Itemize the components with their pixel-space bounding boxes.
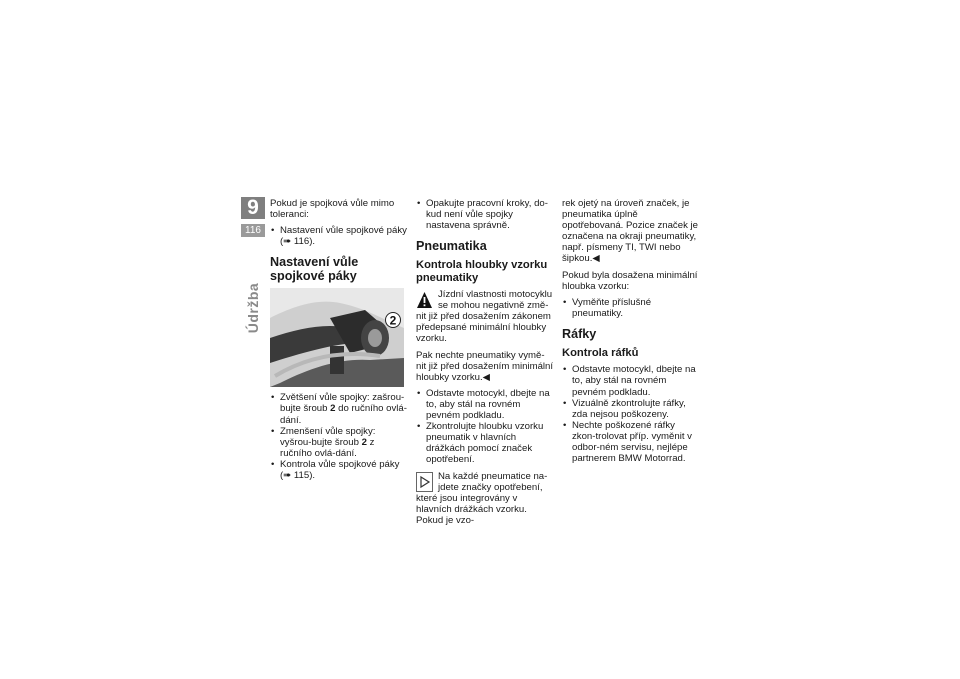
clutch-lever-photo xyxy=(270,288,404,387)
list-item: • Vizuálně zkontrolujte ráfky, zda nejsou poškozeny. xyxy=(562,398,700,420)
chapter-number-badge: 9 xyxy=(241,197,265,219)
item-text: Zvětšení vůle spojky: zašrou-bujte šroub xyxy=(280,392,405,415)
list-item: • Nechte poškozené ráfky zkon-trolovat příp. vyměnit v odbor-ném servisu, nejlépe partnerem BMW Motorrad. xyxy=(562,420,700,464)
note-block xyxy=(416,471,554,526)
list-item: • Odstavte motocykl, dbejte na to, aby stál na rovném pevném podkladu. xyxy=(562,364,700,397)
section-heading: Ráfky xyxy=(562,326,597,341)
list-item: • Vyměňte příslušné pneumatiky. xyxy=(562,297,700,319)
warning-text: Jízdní vlastnosti motocyklu se mohou negativně změ-nit již před dosažením zákonem předepsané minimální hloubky vzorku. xyxy=(416,289,553,345)
photo-callout-label: 2 xyxy=(389,313,397,328)
item-text: z ručního ovlá-dání. xyxy=(280,436,375,459)
item-text: do ručního ovlá-dání. xyxy=(280,403,407,426)
list-item: • Zkontrolujte hloubku vzorku pneumatik v hlavních drážkách pomocí značek opotřebení. xyxy=(416,421,554,465)
warning-block xyxy=(416,289,554,383)
callout-ref: 2 xyxy=(330,403,336,415)
section-heading: Nastavení vůle spojkové páky xyxy=(270,255,359,284)
paragraph: rek ojetý na úroveň značek, je pneumatika úplně opotřebovaná. Pozice značek je označena na okraji pneumatiky, např. písmeny TI, TWI nebo šipkou.◀ xyxy=(562,198,698,265)
item-text: Zmenšení vůle spojky: vyšrou-bujte šroub xyxy=(280,425,376,448)
intro-list xyxy=(270,225,408,247)
instruction-list xyxy=(270,392,408,481)
paragraph: Pokud byla dosažena minimální hloubka vzorku: xyxy=(562,269,698,292)
warning-text: Pak nechte pneumatiky vymě-nit již před dosažením minimální hloubky vzorku.◀ xyxy=(416,349,554,383)
list-item xyxy=(270,426,408,459)
column-1 xyxy=(270,198,408,486)
instruction-list xyxy=(562,297,700,319)
list-item xyxy=(270,459,408,481)
subsection-heading: Kontrola hloubky vzorku pneumatiky xyxy=(416,259,548,284)
list-item: • Nastavení vůle spojkové páky (➠ 116). xyxy=(270,225,408,247)
list-item: • Odstavte motocykl, dbejte na to, aby stál na rovném pevném podkladu. xyxy=(416,388,554,421)
callout-ref: 2 xyxy=(361,436,367,448)
item-text: Kontrola vůle spojkové páky (➠ 115). xyxy=(280,458,400,482)
note-icon xyxy=(416,472,433,492)
instruction-list xyxy=(562,364,700,464)
note-text: Na každé pneumatice na-jdete značky opotřebení, které jsou integrovány v hlavních drážkách vzorku. Pokud je vzo- xyxy=(416,470,548,526)
page-number: 116 xyxy=(241,224,265,237)
column-2 xyxy=(416,198,554,531)
section-heading: Pneumatika xyxy=(416,239,487,254)
subsection-heading: Kontrola ráfků xyxy=(562,346,639,359)
instruction-list xyxy=(416,388,554,466)
intro-text: Pokud je spojková vůle mimo toleranci: xyxy=(270,198,395,221)
chapter-title: Údržba xyxy=(245,282,261,334)
list-item: • Opakujte pracovní kroky, do-kud není vůle spojky nastavena správně. xyxy=(416,198,554,231)
top-list xyxy=(416,198,554,231)
warning-icon xyxy=(416,290,433,310)
list-item xyxy=(270,392,408,425)
column-3 xyxy=(562,198,700,469)
